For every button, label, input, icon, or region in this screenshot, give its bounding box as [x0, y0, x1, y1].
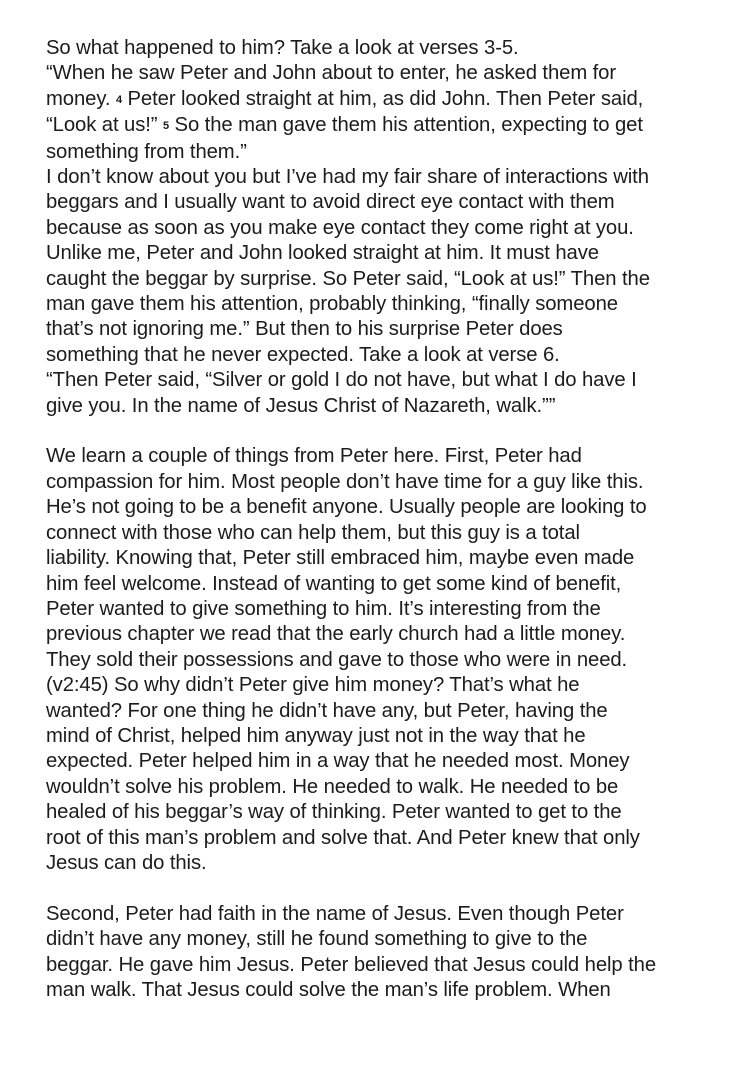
text-line: that’s not ignoring me.” But then to his surprise Peter does	[46, 318, 563, 341]
text-line: liability. Knowing that, Peter still embraced him, maybe even made	[46, 547, 635, 570]
text-line	[46, 87, 726, 113]
text-segment: So the man gave them his attention, expecting to get	[169, 114, 643, 137]
paragraph-gap	[46, 876, 726, 901]
text-line: “When he saw Peter and John about to enter, he asked them for	[46, 62, 617, 85]
text-line: something from them.”	[46, 140, 247, 163]
text-line: wouldn’t solve his problem. He needed to walk. He needed to be	[46, 775, 619, 798]
document-page	[46, 36, 726, 1003]
text-line: man gave them his attention, probably thinking, “finally someone	[46, 293, 618, 316]
text-line: wanted? For one thing he didn’t have any, but Peter, having the	[46, 699, 608, 722]
text-line: caught the beggar by surprise. So Peter said, “Look at us!” Then the	[46, 267, 650, 290]
text-line: Peter wanted to give something to him. It’s interesting from the	[46, 597, 601, 620]
text-line: him feel welcome. Instead of wanting to get some kind of benefit,	[46, 572, 622, 595]
verse-number: 4	[115, 93, 122, 106]
text-line	[46, 113, 726, 139]
text-line: So what happened to him? Take a look at verses 3-5.	[46, 37, 519, 59]
text-line: give you. In the name of Jesus Christ of Nazareth, walk.””	[46, 394, 556, 417]
paragraph-gap	[46, 419, 726, 444]
text-line: We learn a couple of things from Peter here. First, Peter had	[46, 445, 582, 468]
text-segment: money.	[46, 87, 116, 110]
text-line: They sold their possessions and gave to those who were in need.	[46, 648, 628, 671]
text-segment: “Look at us!”	[46, 114, 163, 137]
text-line: I don’t know about you but I’ve had my fair share of interactions with	[46, 166, 649, 189]
text-line: connect with those who can help them, but this guy is a total	[46, 521, 580, 544]
text-line: didn’t have any money, still he found something to give to the	[46, 928, 588, 951]
text-line: Jesus can do this.	[46, 851, 207, 874]
verse-number: 5	[162, 120, 169, 133]
text-line: “Then Peter said, “Silver or gold I do not have, but what I do have I	[46, 369, 637, 392]
text-line: something that he never expected. Take a look at verse 6.	[46, 343, 560, 366]
text-segment: Peter looked straight at him, as did John. Then Peter said,	[121, 87, 644, 110]
paragraph-3	[46, 902, 726, 1004]
text-line: (v2:45) So why didn’t Peter give him money? That’s what he	[46, 674, 580, 697]
text-line: expected. Peter helped him in a way that he needed most. Money	[46, 750, 630, 773]
text-line: mind of Christ, helped him anyway just not in the way that he	[46, 724, 586, 747]
text-line: compassion for him. Most people don’t have time for a guy like this.	[46, 470, 644, 493]
paragraph-1	[46, 36, 726, 419]
text-line: root of this man’s problem and solve that. And Peter knew that only	[46, 826, 640, 849]
text-line: beggar. He gave him Jesus. Peter believed that Jesus could help the	[46, 953, 657, 976]
text-line: beggars and I usually want to avoid direct eye contact with them	[46, 191, 615, 214]
text-line: He’s not going to be a benefit anyone. Usually people are looking to	[46, 496, 647, 519]
text-line: because as soon as you make eye contact they come right at you.	[46, 216, 634, 239]
paragraph-2	[46, 444, 726, 876]
text-line: man walk. That Jesus could solve the man’s life problem. When	[46, 979, 611, 1001]
text-line: Unlike me, Peter and John looked straight at him. It must have	[46, 242, 599, 265]
text-line: healed of his beggar’s way of thinking. Peter wanted to get to the	[46, 801, 622, 824]
text-line: Second, Peter had faith in the name of Jesus. Even though Peter	[46, 902, 624, 925]
text-line: previous chapter we read that the early church had a little money.	[46, 623, 626, 646]
